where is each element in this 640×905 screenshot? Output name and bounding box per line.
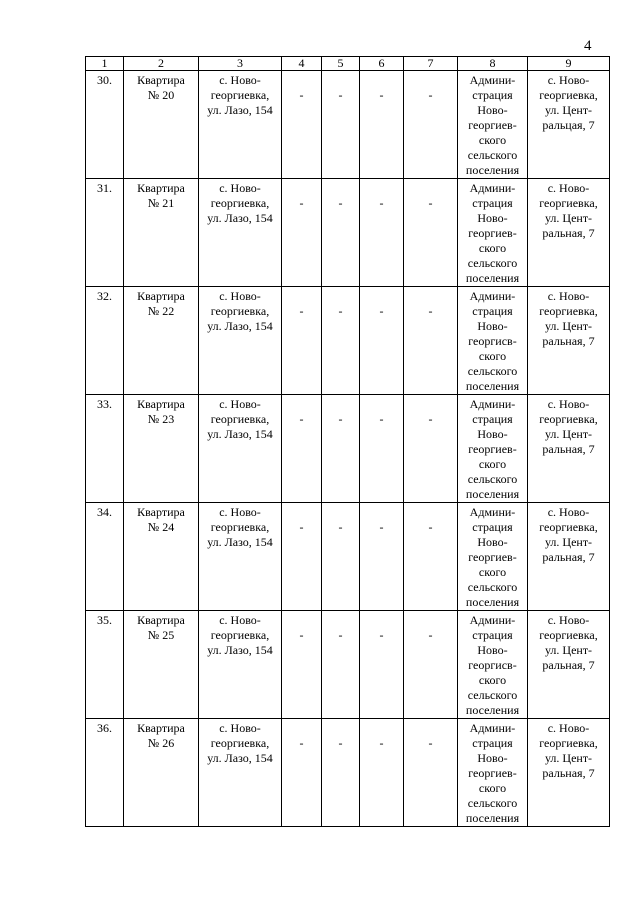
- rights-holder: Админи- страция Ново- георгисв- ского сельского поселения: [458, 287, 528, 395]
- cell-col4: -: [282, 287, 322, 395]
- cell-col6: -: [360, 179, 404, 287]
- cell-col6: -: [360, 71, 404, 179]
- object-name: Квартира № 22: [124, 287, 199, 395]
- column-header: 4: [282, 57, 322, 71]
- cell-col7: -: [404, 611, 458, 719]
- cell-col7: -: [404, 179, 458, 287]
- cell-col6: -: [360, 395, 404, 503]
- cell-col5: -: [322, 395, 360, 503]
- column-header: 6: [360, 57, 404, 71]
- cell-col6: -: [360, 719, 404, 827]
- cell-col4: -: [282, 71, 322, 179]
- cell-col6: -: [360, 287, 404, 395]
- object-name: Квартира № 21: [124, 179, 199, 287]
- cell-col4: -: [282, 179, 322, 287]
- object-name: Квартира № 24: [124, 503, 199, 611]
- rights-holder: Админи- страция Ново- георгиев- ского сельского поселения: [458, 179, 528, 287]
- cell-col5: -: [322, 179, 360, 287]
- table-row: [86, 611, 610, 719]
- rights-holder-address: с. Ново- георгиевка, ул. Цент- ральная, 7: [528, 179, 610, 287]
- rights-holder-address: с. Ново- георгиевка, ул. Цент- ральная, 7: [528, 395, 610, 503]
- property-registry-table: [85, 56, 610, 827]
- row-number: 30.: [86, 71, 124, 179]
- header-row: [86, 57, 610, 71]
- object-address: с. Ново- георгиевка, ул. Лазо, 154: [199, 71, 282, 179]
- rights-holder-address: с. Ново- георгиевка, ул. Цент- ральная, 7: [528, 611, 610, 719]
- cell-col7: -: [404, 395, 458, 503]
- cell-col7: -: [404, 503, 458, 611]
- cell-col7: -: [404, 71, 458, 179]
- object-address: с. Ново- георгиевка, ул. Лазо, 154: [199, 395, 282, 503]
- rights-holder: Админи- страция Ново- георгиев- ского сельского поселения: [458, 719, 528, 827]
- cell-col5: -: [322, 503, 360, 611]
- column-header: 2: [124, 57, 199, 71]
- cell-col5: -: [322, 719, 360, 827]
- cell-col4: -: [282, 611, 322, 719]
- table-row: [86, 719, 610, 827]
- object-name: Квартира № 23: [124, 395, 199, 503]
- cell-col4: -: [282, 503, 322, 611]
- rights-holder-address: с. Ново- георгиевка, ул. Цент- ральцая, 7: [528, 71, 610, 179]
- rights-holder-address: с. Ново- георгиевка, ул. Цент- ральная, 7: [528, 719, 610, 827]
- cell-col6: -: [360, 611, 404, 719]
- table-row: [86, 71, 610, 179]
- object-name: Квартира № 25: [124, 611, 199, 719]
- cell-col7: -: [404, 719, 458, 827]
- rights-holder-address: с. Ново- георгиевка, ул. Цент- ральная, 7: [528, 287, 610, 395]
- cell-col6: -: [360, 503, 404, 611]
- table-row: [86, 287, 610, 395]
- row-number: 32.: [86, 287, 124, 395]
- object-address: с. Ново- георгиевка, ул. Лазо, 154: [199, 287, 282, 395]
- column-header: 1: [86, 57, 124, 71]
- object-name: Квартира № 20: [124, 71, 199, 179]
- rights-holder: Админи- страция Ново- георгисв- ского сельского поселения: [458, 611, 528, 719]
- column-header: 5: [322, 57, 360, 71]
- object-address: с. Ново- георгиевка, ул. Лазо, 154: [199, 719, 282, 827]
- column-header: 8: [458, 57, 528, 71]
- column-header: 3: [199, 57, 282, 71]
- row-number: 35.: [86, 611, 124, 719]
- table-row: [86, 179, 610, 287]
- cell-col5: -: [322, 287, 360, 395]
- column-header: 7: [404, 57, 458, 71]
- rights-holder: Админи- страция Ново- георгиев- ского сельского поселения: [458, 395, 528, 503]
- table-row: [86, 395, 610, 503]
- cell-col4: -: [282, 719, 322, 827]
- row-number: 33.: [86, 395, 124, 503]
- cell-col4: -: [282, 395, 322, 503]
- object-name: Квартира № 26: [124, 719, 199, 827]
- object-address: с. Ново- георгиевка, ул. Лазо, 154: [199, 611, 282, 719]
- cell-col5: -: [322, 71, 360, 179]
- cell-col5: -: [322, 611, 360, 719]
- table-row: [86, 503, 610, 611]
- row-number: 36.: [86, 719, 124, 827]
- object-address: с. Ново- георгиевка, ул. Лазо, 154: [199, 179, 282, 287]
- cell-col7: -: [404, 287, 458, 395]
- rights-holder: Админи- страция Ново- георгиев- ского сельского поселения: [458, 71, 528, 179]
- page-number: 4: [584, 38, 592, 54]
- column-header: 9: [528, 57, 610, 71]
- rights-holder-address: с. Ново- георгиевка, ул. Цент- ральная, 7: [528, 503, 610, 611]
- row-number: 34.: [86, 503, 124, 611]
- rights-holder: Админи- страция Ново- георгиев- ского сельского поселения: [458, 503, 528, 611]
- row-number: 31.: [86, 179, 124, 287]
- object-address: с. Ново- георгиевка, ул. Лазо, 154: [199, 503, 282, 611]
